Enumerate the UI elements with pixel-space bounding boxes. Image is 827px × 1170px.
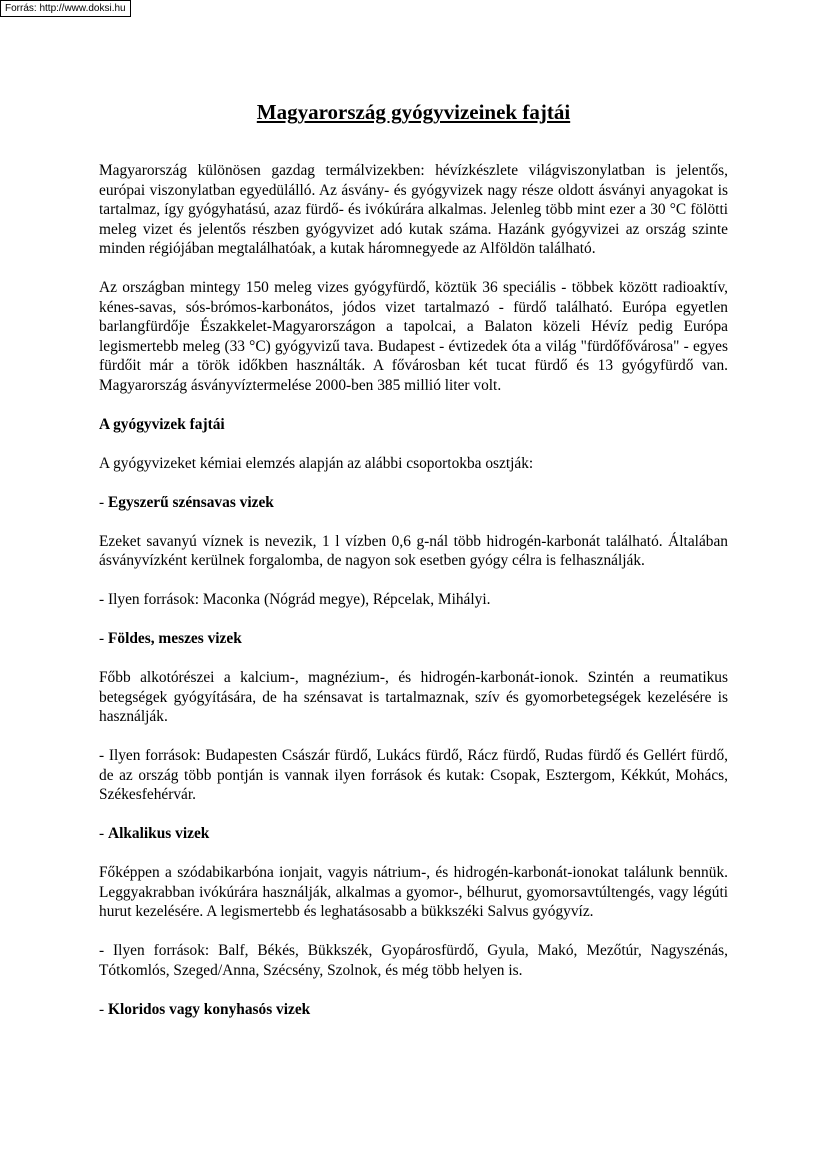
type-sources: - Ilyen források: Budapesten Császár fürdő, Lukács fürdő, Rácz fürdő, Rudas fürdő és Gellért fürdő, de az ország több pontján is vannak ilyen források és kutak: Csopak, Esztergom, Kékkút, Mohács, Székesfehérvár. bbox=[99, 747, 728, 803]
type-heading bbox=[99, 629, 728, 649]
type-dash: - bbox=[99, 493, 108, 511]
type-heading bbox=[99, 824, 728, 844]
type-dash: - bbox=[99, 1000, 108, 1018]
type-name: Földes, meszes vizek bbox=[107, 630, 242, 647]
type-name: Alkalikus vizek bbox=[107, 825, 210, 842]
type-sources: - Ilyen források: Balf, Békés, Bükkszék, Gyopárosfürdő, Gyula, Makó, Mezőtúr, Nagyszénás, Tótkomlós, Szeged/Anna, Szécsény, Szolnok, és még több helyen is. bbox=[99, 942, 728, 979]
page-title: Magyarország gyógyvizeinek fajtái bbox=[256, 100, 571, 124]
type-heading bbox=[99, 1000, 728, 1020]
document-body bbox=[99, 161, 728, 1039]
type-name: Egyszerű szénsavas vizek bbox=[107, 493, 274, 511]
type-description: Ezeket savanyú víznek is nevezik, 1 l vízben 0,6 g-nál több hidrogén-karbonát található. Általában ásványvízként kerülnek forgalomba, de nagyon sok esetben gyógy célra is felhasználják. bbox=[99, 532, 728, 569]
section-intro: A gyógyvizeket kémiai elemzés alapján az alábbi csoportokba osztják: bbox=[99, 454, 534, 472]
source-label: Forrás: http://www.doksi.hu bbox=[0, 0, 131, 17]
section-heading: A gyógyvizek fajtái bbox=[99, 415, 225, 433]
type-heading bbox=[99, 493, 728, 513]
type-dash: - bbox=[99, 630, 108, 647]
type-dash: - bbox=[99, 825, 108, 842]
type-name: Kloridos vagy konyhasós vizek bbox=[107, 1000, 311, 1018]
type-description: Főképpen a szódabikarbóna ionjait, vagyis nátrium-, és hidrogén-karbonát-ionokat találunk bennük. Leggyakrabban ivókúrára használják, alkalmas a gyomor-, bélhurut, gyomorsavtúltengés, vagy légúti hurut kezelésére. A legismertebb és leghatásosabb a bükkszéki Salvus gyógyvíz. bbox=[99, 864, 728, 920]
spas-paragraph: Az országban mintegy 150 meleg vizes gyógyfürdő, köztük 36 speciális - többek között radioaktív, kénes-savas, sós-brómos-karbonátos, jódos vizet tartalmazó - fürdő található. Európa egyetlen barlangfürdője Északkelet-Magyarországon a tapolcai, a Balaton közeli Hévíz pedig Európa legismertebb meleg (33 °C) gyógyvizű tava. Budapest - évtizedek óta a világ "fürdőfővárosa" - egyes fürdőit már a török időkben használták. A fővárosban két tucat fürdő és 13 gyógyfürdő van. Magyarország ásványvíztermelése 2000-ben 385 millió liter volt. bbox=[99, 279, 728, 394]
type-sources: - Ilyen források: Maconka (Nógrád megye), Répcelak, Mihályi. bbox=[99, 591, 491, 608]
type-description: Főbb alkotórészei a kalcium-, magnézium-, és hidrogén-karbonát-ionok. Szintén a reumatikus betegségek gyógyítására, de ha szénsavat is tartalmaznak, szív és gyomorbetegségek kezelésére is használják. bbox=[99, 669, 728, 725]
intro-paragraph: Magyarország különösen gazdag termálvizekben: hévízkészlete világviszonylatban is jelentős, európai viszonylatban egyedülálló. Az ásvány- és gyógyvizek nagy része oldott ásványi anyagokat is tartalmaz, így gyógyhatású, azaz fürdő- és ivókúrára alkalmas. Jelenleg több mint ezer a 30 °C fölötti meleg vizet és jelentős részben gyógyvizet adó kutak száma. Hazánk gyógyvizei az ország szinte minden régiójában megtalálhatóak, a kutak háromnegyede az Alföldön található. bbox=[99, 162, 728, 257]
